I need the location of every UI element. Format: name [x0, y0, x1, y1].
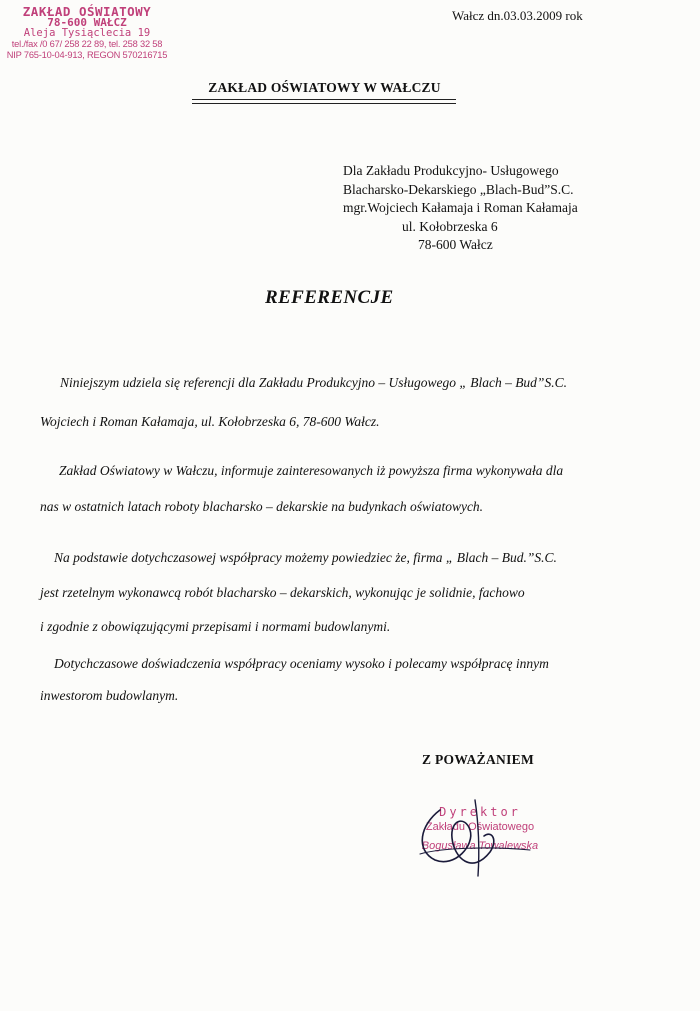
- institution-stamp: [2, 6, 172, 61]
- body-line: Zakład Oświatowy w Wałczu, informuje zainteresowanych iż powyższa firma wykonywała dla: [59, 463, 564, 478]
- closing-salutation: Z POWAŻANIEM: [422, 752, 534, 767]
- body-line: Dotychczasowe doświadczenia współpracy oceniamy wysoko i polecamy współpracę innym: [54, 656, 549, 671]
- recipient-line: Dla Zakładu Produkcyjno- Usługowego: [343, 163, 559, 178]
- body-line: i zgodnie z obowiązującymi przepisami i normami budowlanymi.: [40, 619, 391, 634]
- stamp-street: Aleja Tysiąclecia 19: [23, 27, 151, 39]
- body-line: jest rzetelnym wykonawcą robót blacharsko – dekarskich, wykonując je solidnie, fachowo: [40, 585, 525, 600]
- body-line: inwestorom budowlanym.: [40, 688, 179, 703]
- stamp-tax-id: NIP 765-10-04-913, REGON 570216715: [6, 50, 168, 60]
- body-line: Niniejszym udziela się referencji dla Zakładu Produkcyjno – Usługowego „ Blach – Bud”S.C.: [60, 375, 567, 390]
- recipient-line: mgr.Wojciech Kałamaja i Roman Kałamaja: [343, 200, 578, 215]
- stamp-city: 78-600 WAŁCZ: [47, 16, 127, 29]
- stamp-person-name: Bogusława Towalewska: [421, 840, 539, 852]
- stamp-title: Dyrektor: [439, 805, 521, 819]
- document-title: REFERENCJE: [265, 287, 394, 308]
- stamp-phone: tel./fax /0 67/ 258 22 89, tel. 258 32 58: [11, 39, 163, 49]
- letter-date: Wałcz dn.03.03.2009 rok: [452, 8, 583, 23]
- body-line: nas w ostatnich latach roboty blacharsko – dekarskie na budynkach oświatowych.: [40, 499, 484, 514]
- handwritten-signature: [380, 790, 560, 880]
- stamp-name: ZAKŁAD OŚWIATOWY: [22, 4, 152, 19]
- recipient-line: 78-600 Wałcz: [418, 237, 493, 252]
- stamp-organization: Zakładu Oświatowego: [425, 821, 535, 833]
- body-line: Na podstawie dotychczasowej współpracy możemy powiedziec że, firma „ Blach – Bud.”S.C.: [54, 550, 557, 565]
- body-line: Wojciech i Roman Kałamaja, ul. Kołobrzeska 6, 78-600 Wałcz.: [40, 414, 380, 429]
- organization-title: ZAKŁAD OŚWIATOWY W WAŁCZU: [208, 80, 441, 95]
- recipient-address: [343, 162, 643, 255]
- recipient-line: ul. Kołobrzeska 6: [402, 218, 498, 234]
- recipient-line: Blacharsko-Dekarskiego „Blach-Bud”S.C.: [343, 181, 574, 197]
- title-underline: [192, 99, 456, 104]
